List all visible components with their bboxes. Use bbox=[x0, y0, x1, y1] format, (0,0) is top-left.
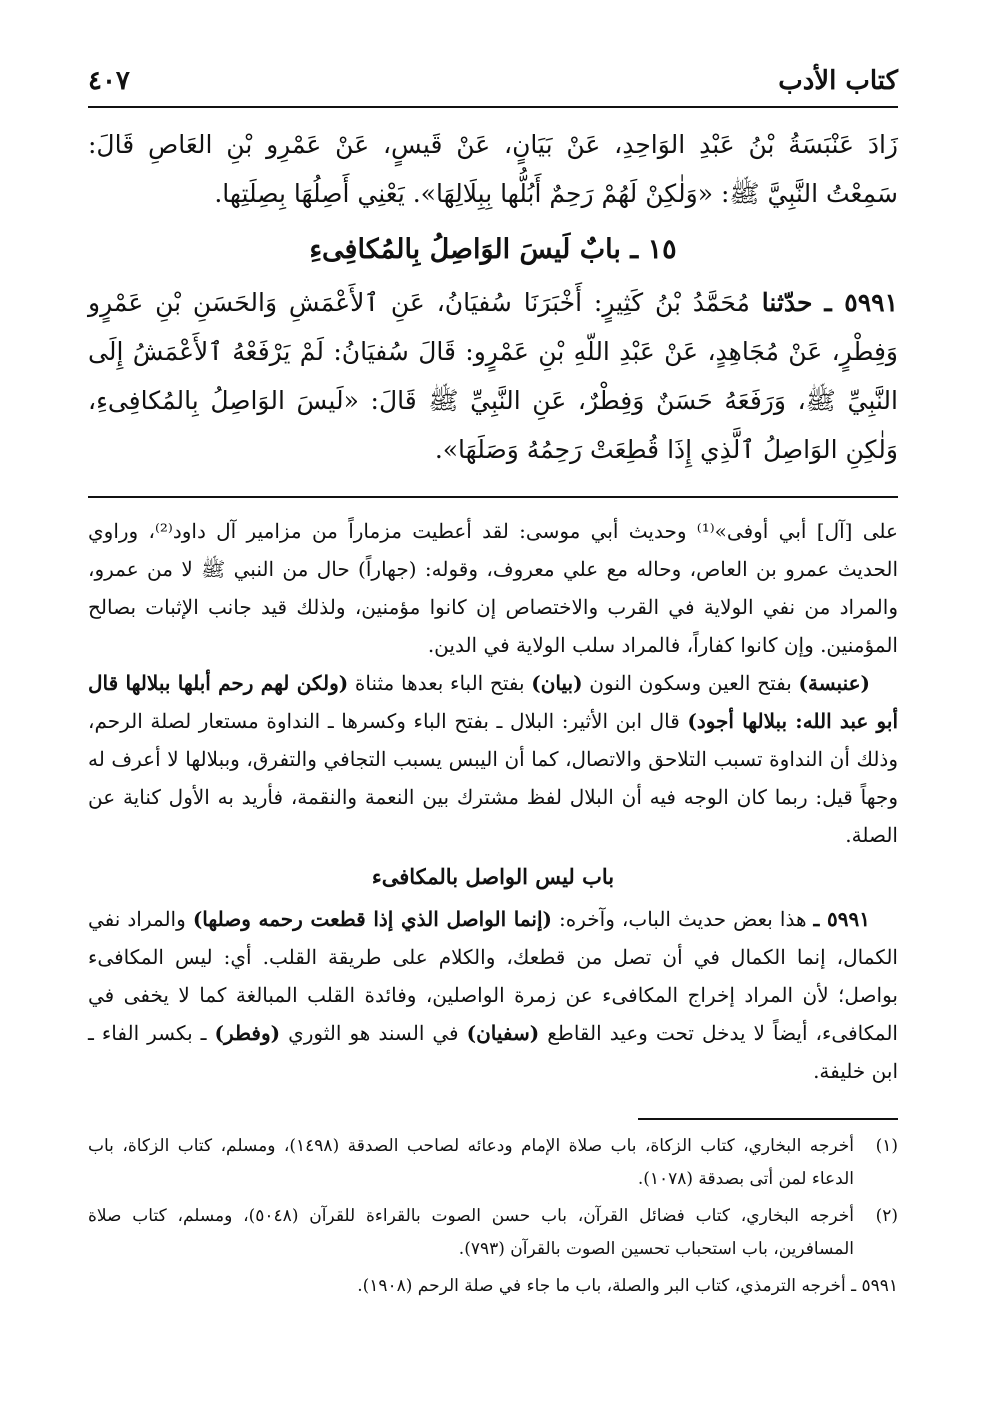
commentary-text: بفتح الباء بعدها مثناة bbox=[348, 671, 532, 695]
footnote-text: أخرجه البخاري، كتاب فضائل القرآن، باب حسن الصوت بالقراءة للقرآن (٥٠٤٨)، ومسلم، كتاب صلاة المسافرين، باب استحباب تحسين الصوت بالقرآن (٧٩٣). bbox=[88, 1206, 854, 1259]
term-quote: (ولكن لهم رحم أبلها ببلالها قال أبو عبد الله: ببلالها أجود) bbox=[88, 671, 898, 733]
hadith-narration-label: حدّثنا bbox=[761, 288, 813, 317]
page-number: ٤٠٧ bbox=[88, 66, 130, 96]
hadith-number: ٥٩٩١ ـ bbox=[824, 288, 898, 317]
commentary-text: بفتح العين وسكون النون bbox=[582, 671, 799, 695]
main-text bbox=[88, 120, 898, 474]
commentary-section bbox=[88, 512, 898, 1090]
term-fitr: (وفطر) bbox=[214, 1021, 281, 1045]
footnotes bbox=[88, 1130, 898, 1303]
commentary-paragraph-2 bbox=[88, 664, 898, 854]
commentary-text: ـ بكسر الفاء ـ ابن خليفة. bbox=[88, 1021, 898, 1083]
term-wasil: (إنما الواصل الذي إذا قطعت رحمه وصلها) bbox=[192, 907, 553, 931]
term-sufyan: (سفيان) bbox=[466, 1021, 540, 1045]
footnote-item bbox=[88, 1130, 898, 1196]
footnote-number: (٢) bbox=[875, 1206, 898, 1226]
term-bayan: (بيان) bbox=[531, 671, 583, 695]
term-anbasa: (عنبسة) bbox=[798, 671, 871, 695]
commentary-hadith-number: ٥٩٩١ ـ bbox=[813, 907, 871, 931]
footnote-number: (١) bbox=[875, 1136, 898, 1156]
commentary-paragraph-3 bbox=[88, 900, 898, 1090]
commentary-text: في السند هو الثوري bbox=[280, 1021, 467, 1045]
hadith-text: مُحَمَّدُ بْنُ كَثِيرٍ: أَخْبَرَنَا سُفيَانُ، عَنِ ٱلأَعْمَشِ وَالحَسَنِ بْنِ عَمْرٍو وَفِطْرٍ، عَنْ مُجَاهِدٍ، عَنْ عَبْدِ اللّهِ بْنِ عَمْرٍو: قَالَ سُفيَانُ: لَمْ يَرْفَعْهُ ٱلأَعْمَشُ إِلَى النَّبِيِّ ﷺ، وَرَفَعَهُ حَسَنٌ وَفِطْرٌ، عَنِ النَّبِيِّ ﷺ قَالَ: «لَيسَ الوَاصِلُ بِالمُكافِىءِ، وَلٰكِنِ الوَاصِلُ ٱلَّذِي إِذَا قُطِعَتْ رَحِمُهُ وَصَلَهَا». bbox=[88, 288, 898, 464]
top-paragraph: زَادَ عَنْبَسَةُ بْنُ عَبْدِ الوَاحِدِ، عَنْ بَيَانٍ، عَنْ قَيسٍ، عَنْ عَمْرِو بْنِ العَاصِ قَالَ: سَمِعْتُ النَّبِيَّ ﷺ: «وَلٰكِنْ لَهُمْ رَحِمٌ أَبُلُّها بِبِلَالِهَا». يَعْنِي أَصِلُهَا بِصِلَتِها. bbox=[88, 130, 898, 208]
footnote-item bbox=[88, 1200, 898, 1266]
footnote-text: أخرجه البخاري، كتاب الزكاة، باب صلاة الإمام ودعائه لصاحب الصدقة (١٤٩٨)، ومسلم، كتاب الزكاة، باب الدعاء لمن أتى بصدقة (١٠٧٨). bbox=[88, 1136, 854, 1189]
commentary-paragraph-1: على [آل] أبي أوفى»⁽¹⁾ وحديث أبي موسى: لقد أعطيت مزماراً من مزامير آل داود⁽²⁾، وراوي الحديث عمرو بن العاص، وحاله مع علي معروف، وقوله: (جهاراً) حال من النبي ﷺ لا من عمرو، والمراد من نفي الولاية في القرب والاختصاص إن كانوا مؤمنين، ولذلك قيد جانب الإثبات بصالح المؤمنين. وإن كانوا كفاراً، فالمراد سلب الولاية في الدين. bbox=[88, 519, 898, 657]
header-divider bbox=[88, 106, 898, 108]
commentary-text: قال ابن الأثير: البلال ـ بفتح الباء وكسرها ـ النداوة مستعار لصلة الرحم، وذلك أن النداوة تسبب التلاحق والاتصال، كما أن اليبس يسبب التجافي والتفرق، وببلالها لا أعرف له وجهاً قيل: ربما كان الوجه فيه أن البلال لفظ مشترك بين النعمة والنقمة، فأريد به الأول كناية عن الصلة. bbox=[88, 709, 898, 847]
commentary-sub-heading: باب ليس الواصل بالمكافىء bbox=[371, 864, 615, 889]
commentary-divider bbox=[88, 496, 898, 498]
commentary-text: هذا بعض حديث الباب، وآخره: bbox=[552, 907, 814, 931]
page-header bbox=[88, 62, 898, 106]
chapter-heading: ١٥ ـ بابٌ لَيسَ الوَاصِلُ بِالمُكافِىءِ bbox=[309, 234, 677, 265]
footnote-hadith: ٥٩٩١ ـ أخرجه الترمذي، كتاب البر والصلة، باب ما جاء في صلة الرحم (١٩٠٨). bbox=[357, 1276, 898, 1296]
footnote-divider bbox=[638, 1118, 898, 1120]
commentary-text: والمراد نفي الكمال، إنما الكمال في أن تصل من قطعك، والكلام على طريقة القلب. أي: ليس المكافىء بواصل؛ لأن المراد إخراج المكافىء عن زمرة الواصلين، وفائدة القلب المبالغة كما لا يخفى في المكافىء، أيضاً لا يدخل تحت وعيد القاطع bbox=[88, 907, 898, 1045]
hadith-paragraph bbox=[88, 278, 898, 474]
book-title: كتاب الأدب bbox=[778, 66, 898, 96]
